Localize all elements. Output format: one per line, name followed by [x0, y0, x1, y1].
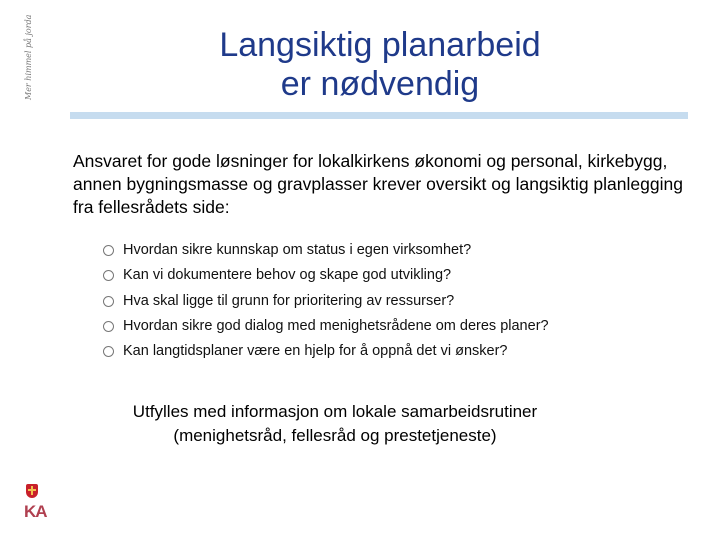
list-item	[103, 238, 549, 263]
list-item	[103, 263, 549, 288]
note-text	[80, 400, 590, 448]
list-item-text: Kan langtidsplaner være en hjelp for å oppnå det vi ønsker?	[123, 343, 508, 360]
list-item	[103, 339, 549, 364]
list-item-text: Kan vi dokumentere behov og skape god utvikling?	[123, 267, 452, 284]
list-item	[103, 314, 549, 339]
note-line-2: (menighetsråd, fellesråd og prestetjeneste)	[173, 426, 497, 445]
circle-bullet-icon	[103, 245, 114, 256]
circle-bullet-icon	[103, 321, 114, 332]
list-item-text: Hvordan sikre kunnskap om status i egen virksomhet?	[123, 242, 472, 258]
ka-logo: KA	[24, 502, 47, 521]
title-line-1: Langsiktig planarbeid	[219, 26, 541, 64]
circle-bullet-icon	[103, 296, 114, 307]
question-list	[103, 238, 549, 364]
circle-bullet-icon	[103, 346, 114, 357]
church-shield-logo-icon	[26, 484, 38, 498]
list-item-text: Hvordan sikre god dialog med menighetsrådene om deres planer?	[123, 317, 549, 334]
list-item	[103, 289, 549, 314]
circle-bullet-icon	[103, 270, 114, 281]
intro-text: Ansvaret for gode løsninger for lokalkirkens økonomi og personal, kirkebygg, annen bygningsmasse og gravplasser krever oversikt og langsiktig planlegging fra fellesrådets side:	[73, 151, 683, 217]
title-divider	[70, 112, 688, 119]
note-line-1: Utfylles med informasjon om lokale samarbeidsrutiner	[132, 402, 538, 421]
slide-title	[160, 26, 600, 104]
title-line-2: er nødvendig	[280, 65, 480, 103]
list-item-text: Hva skal ligge til grunn for prioritering av ressurser?	[123, 292, 455, 309]
slogan-text: Mer himmel på jorda	[24, 14, 33, 100]
